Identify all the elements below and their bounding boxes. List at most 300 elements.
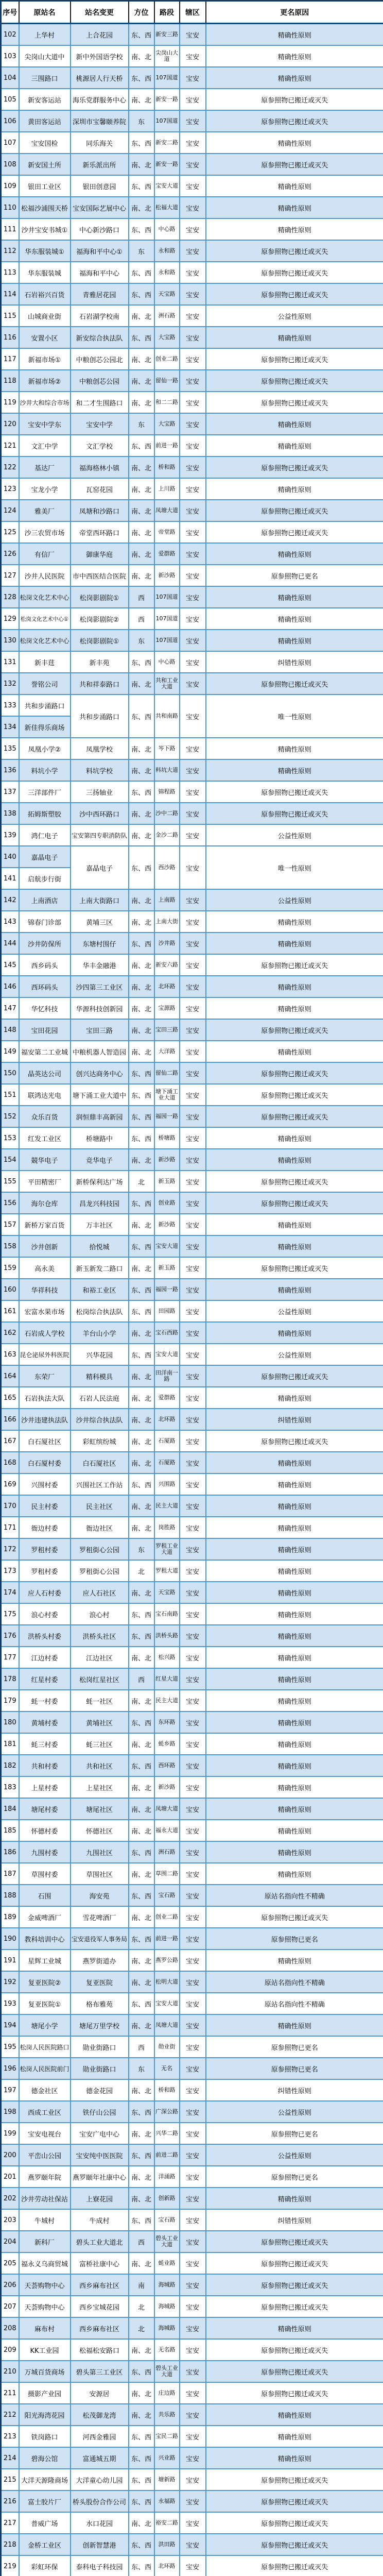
cell-road: 宝安大道: [154, 1344, 180, 1365]
cell-new: 凤塘和沙路口: [71, 500, 129, 521]
cell-new: 海安苑: [71, 1885, 129, 1906]
table-row: [1, 1322, 383, 1344]
cell-old: 松岗文化艺术中心①: [19, 608, 71, 630]
cell-road: 草围二路: [154, 1863, 180, 1885]
cell-district: 宝安: [180, 1603, 206, 1625]
cell-new: 凤凰学校: [71, 738, 129, 759]
table-row: [1, 1084, 383, 1106]
cell-old: 新科厂: [19, 2231, 71, 2252]
cell-district: 宝安: [180, 1387, 206, 1409]
cell-seq: 152: [1, 1106, 19, 1127]
cell-reason: 公益性原则: [206, 2101, 383, 2123]
cell-new: 白石厦社区: [71, 1452, 129, 1473]
table-row: [1, 2166, 383, 2188]
cell-dir: 南、北: [129, 2512, 154, 2534]
cell-reason: 原参照物已搬迁或灭失: [206, 262, 383, 283]
cell-seq: 147: [1, 997, 19, 1019]
cell-old: 共和步涌路口: [19, 694, 71, 716]
table-row: [1, 630, 383, 651]
table-row: [1, 1711, 383, 1733]
cell-district: 宝安: [180, 45, 206, 67]
cell-seq: 191: [1, 1950, 19, 1971]
cell-seq: 193: [1, 1993, 19, 2014]
cell-reason: 精确性原则: [206, 24, 383, 46]
cell-road: 沙井路: [154, 933, 180, 954]
cell-dir: 东、西: [129, 1106, 154, 1127]
cell-reason: 精确性原则: [206, 759, 383, 781]
table-row: [1, 543, 383, 565]
table-row: [1, 738, 383, 759]
cell-district: 宝安: [180, 2058, 206, 2079]
cell-district: 宝安: [180, 2274, 206, 2296]
cell-road: 兴华二路: [154, 2123, 180, 2144]
cell-seq: 121: [1, 435, 19, 456]
cell-district: 宝安: [180, 1885, 206, 1906]
cell-new: 新中外国语学校: [71, 45, 129, 67]
cell-district: 宝安: [180, 175, 206, 197]
cell-dir: 南、北: [129, 1430, 154, 1452]
cell-seq: 124: [1, 500, 19, 521]
header-new-name: 站名变更: [71, 1, 129, 24]
header-direction: 方位: [129, 1, 154, 24]
cell-seq: 117: [1, 348, 19, 370]
cell-dir: 南、北: [129, 1041, 154, 1062]
cell-district: 宝安: [180, 1755, 206, 1776]
cell-old: 复亚医院①: [19, 1993, 71, 2014]
header-row: [1, 1, 383, 24]
cell-new: 中心新沙路口: [71, 218, 129, 240]
table-row: [1, 976, 383, 997]
cell-district: 宝安: [180, 1062, 206, 1084]
cell-new: 上合花园: [71, 24, 129, 46]
cell-road: 石厦路: [154, 1430, 180, 1452]
cell-seq: 197: [1, 2079, 19, 2101]
cell-new: 共和步涌路口: [71, 694, 129, 738]
cell-old: 摄影产业园: [19, 2382, 71, 2404]
cell-reason: 精确性原则: [206, 586, 383, 608]
cell-seq: 165: [1, 1387, 19, 1409]
cell-road: 新玉路: [154, 1257, 180, 1279]
cell-old: 铁岗路口: [19, 2426, 71, 2447]
cell-district: 宝安: [180, 1928, 206, 1950]
cell-district: 宝安: [180, 1322, 206, 1344]
cell-district: 宝安: [180, 1647, 206, 1668]
cell-old: 银田工业区: [19, 175, 71, 197]
cell-road: 海城路: [154, 2317, 180, 2339]
cell-reason: 原参照物已更名: [206, 2166, 383, 2188]
cell-old: 宝安电视台: [19, 2123, 71, 2144]
cell-dir: 西: [129, 2231, 154, 2252]
cell-road: 永福路: [154, 2490, 180, 2512]
cell-new: 牛成村: [71, 2209, 129, 2231]
cell-district: 宝安: [180, 976, 206, 997]
table-row: [1, 694, 383, 716]
cell-district: 宝安: [180, 1452, 206, 1473]
cell-dir: 东、西: [129, 132, 154, 154]
cell-new: 共和祥泰路口: [71, 673, 129, 694]
cell-new: 沙中西环路口: [71, 803, 129, 824]
cell-reason: 原站名指向性不精确: [206, 1993, 383, 2014]
cell-dir: 东、西: [129, 2209, 154, 2231]
table-row: [1, 1560, 383, 1582]
cell-road: 碧头工业大道: [154, 2361, 180, 2382]
cell-seq: 174: [1, 1582, 19, 1603]
cell-new: 宝安国际艺展中心: [71, 197, 129, 218]
cell-reason: 公益性原则: [206, 305, 383, 327]
cell-new: 福海和平中心①: [71, 240, 129, 262]
cell-seq: 116: [1, 327, 19, 348]
cell-old: 天荟购物中心: [19, 2274, 71, 2296]
cell-road: 罗租工业大道: [154, 1538, 180, 1560]
cell-dir: 南、北: [129, 2014, 154, 2036]
table-row: [1, 1019, 383, 1041]
cell-new: 安源居: [71, 2382, 129, 2404]
cell-dir: 南、北: [129, 565, 154, 586]
cell-dir: 南、北: [129, 1495, 154, 1517]
table-row: [1, 2014, 383, 2036]
table-row: [1, 781, 383, 803]
table-row: [1, 2036, 383, 2058]
cell-dir: 东、西: [129, 1473, 154, 1495]
cell-reason: 精确性原则: [206, 630, 383, 651]
table-row: [1, 2274, 383, 2296]
cell-old: 华祥科技: [19, 1279, 71, 1300]
cell-new: 上寮花园: [71, 2188, 129, 2209]
cell-reason: 原参照物已搬迁或灭失: [206, 1257, 383, 1279]
cell-new: 兴华花园: [71, 1344, 129, 1365]
cell-old: 海尔仓库: [19, 1192, 71, 1214]
cell-new: 松福松安路口: [71, 2339, 129, 2361]
cell-road: 大宝路: [154, 413, 180, 435]
cell-reason: 原参照物已搬迁或灭失: [206, 2555, 383, 2576]
cell-reason: 原参照物已搬迁或灭失: [206, 1106, 383, 1127]
cell-road: 新安二路: [154, 132, 180, 154]
table-row: [1, 110, 383, 132]
cell-road: 中心路: [154, 218, 180, 240]
table-header: [1, 1, 383, 24]
cell-seq: 194: [1, 2014, 19, 2036]
table-row: [1, 1603, 383, 1625]
cell-new: 新玉新发二路口: [71, 1257, 129, 1279]
cell-district: 宝安: [180, 24, 206, 46]
cell-seq: 112: [1, 240, 19, 262]
cell-road: 红星大道: [154, 1668, 180, 1690]
table-row: [1, 392, 383, 413]
cell-road: 前进二路: [154, 2144, 180, 2166]
cell-new: 中粮创芯公园北: [71, 348, 129, 370]
cell-seq: 178: [1, 1668, 19, 1690]
cell-road: 宝民二路: [154, 2426, 180, 2447]
cell-seq: 111: [1, 218, 19, 240]
cell-seq: 145: [1, 954, 19, 976]
cell-reason: 精确性原则: [206, 1473, 383, 1495]
cell-district: 宝安: [180, 1711, 206, 1733]
cell-new: 润恒鼎丰高新园: [71, 1106, 129, 1127]
cell-district: 宝安: [180, 2296, 206, 2317]
cell-dir: 东、西: [129, 933, 154, 954]
cell-old: 红发工业区: [19, 1127, 71, 1149]
table-row: [1, 1950, 383, 1971]
cell-district: 宝安: [180, 738, 206, 759]
cell-district: 宝安: [180, 2361, 206, 2382]
cell-district: 宝安: [180, 2123, 206, 2144]
cell-new: 塘下涌工业大道中: [71, 1084, 129, 1106]
cell-road: 新沙路: [154, 1149, 180, 1171]
cell-seq: 189: [1, 1906, 19, 1928]
cell-road: 田洋南一路: [154, 1365, 180, 1387]
cell-reason: 精确性原则: [206, 1755, 383, 1776]
cell-reason: 精确性原则: [206, 2317, 383, 2339]
cell-new: 中粮创芯公园: [71, 370, 129, 392]
cell-district: 宝安: [180, 2209, 206, 2231]
cell-reason: 精确性原则: [206, 1733, 383, 1755]
cell-seq: 212: [1, 2404, 19, 2426]
cell-district: 宝安: [180, 1906, 206, 1928]
cell-new: 碧头第三工业区: [71, 2361, 129, 2382]
cell-new: 河西金雅园: [71, 2426, 129, 2447]
cell-road: 宝安大道: [154, 1993, 180, 2014]
cell-road: 新安一路: [154, 154, 180, 175]
cell-seq: 129: [1, 608, 19, 630]
cell-road: 上川路: [154, 478, 180, 500]
cell-road: 宝石南路: [154, 1603, 180, 1625]
cell-dir: 东、西: [129, 2555, 154, 2576]
cell-new: 创新智慧港: [71, 2534, 129, 2555]
cell-road: 桥和路: [154, 2079, 180, 2101]
cell-new: 创兴达商务中心: [71, 1062, 129, 1084]
cell-dir: 东、西: [129, 283, 154, 305]
table-row: [1, 1344, 383, 1365]
cell-district: 宝安: [180, 824, 206, 846]
cell-district: 宝安: [180, 1344, 206, 1365]
cell-district: 宝安: [180, 586, 206, 608]
cell-new: 共和社区: [71, 1755, 129, 1776]
cell-reason: 精确性原则: [206, 1517, 383, 1538]
cell-road: 天宝路: [154, 283, 180, 305]
cell-new: 沙四第三工业区: [71, 976, 129, 997]
cell-dir: 南、北: [129, 1517, 154, 1538]
cell-district: 宝安: [180, 218, 206, 240]
cell-road: 裕安二路: [154, 2512, 180, 2534]
table-row: [1, 2188, 383, 2209]
cell-old: 九围村委: [19, 1841, 71, 1863]
cell-new: 铁仔山公园: [71, 2101, 129, 2123]
cell-reason: 原参照物已更名: [206, 565, 383, 586]
cell-reason: 精确性原则: [206, 175, 383, 197]
cell-road: 民主大道: [154, 1690, 180, 1711]
cell-new: 德金花园: [71, 2079, 129, 2101]
cell-dir: 西: [129, 586, 154, 608]
cell-new: 精科模具: [71, 1365, 129, 1387]
cell-new: 松岗综合执法队: [71, 1300, 129, 1322]
cell-seq: 131: [1, 651, 19, 673]
table-body: [1, 24, 383, 2576]
cell-old: 三围路口: [19, 67, 71, 89]
cell-seq: 118: [1, 370, 19, 392]
table-row: [1, 2209, 383, 2231]
table-row: [1, 1192, 383, 1214]
cell-old: 上南酒店: [19, 889, 71, 911]
cell-reason: 精确性原则: [206, 1214, 383, 1235]
cell-dir: 东、西: [129, 2490, 154, 2512]
cell-seq: 146: [1, 976, 19, 997]
cell-dir: 东、西: [129, 262, 154, 283]
table-row: [1, 1257, 383, 1279]
cell-old: 牛城村: [19, 2209, 71, 2231]
cell-reason: 原参照物已搬迁或灭失: [206, 2252, 383, 2274]
cell-seq: 170: [1, 1495, 19, 1517]
cell-new: 燕罗颐年社康中心: [71, 2166, 129, 2188]
table-row: [1, 2252, 383, 2274]
cell-road: 岗胜路: [154, 1517, 180, 1538]
cell-district: 宝安: [180, 2101, 206, 2123]
cell-seq: 196: [1, 2058, 19, 2079]
cell-dir: 南、北: [129, 824, 154, 846]
cell-reason: 原参照物已搬迁或灭失: [206, 154, 383, 175]
cell-road: 福永大道: [154, 1820, 180, 1841]
cell-dir: 东、西: [129, 651, 154, 673]
cell-reason: 精确性原则: [206, 1149, 383, 1171]
cell-new: 富通城五期: [71, 2447, 129, 2469]
cell-reason: 原参照物已搬迁或灭失: [206, 2534, 383, 2555]
cell-old: 锦春门诊部: [19, 911, 71, 933]
cell-seq: 205: [1, 2252, 19, 2274]
cell-dir: 南、北: [129, 1647, 154, 1668]
cell-new: 三扬轴业: [71, 781, 129, 803]
cell-reason: 原参照物已搬迁或灭失: [206, 1019, 383, 1041]
cell-old: 競华电子: [19, 1149, 71, 1171]
cell-district: 宝安: [180, 89, 206, 110]
table-row: [1, 89, 383, 110]
cell-old: 金桥工业区: [19, 2534, 71, 2555]
cell-old: 黄田客运站: [19, 110, 71, 132]
cell-seq: 198: [1, 2101, 19, 2123]
cell-road: 凤塘大道: [154, 2014, 180, 2036]
cell-old: 沙井劳动社保站: [19, 2188, 71, 2209]
cell-seq: 215: [1, 2469, 19, 2490]
cell-old: 联鸿达光电: [19, 1084, 71, 1106]
cell-dir: 南、北: [129, 89, 154, 110]
cell-new: 同乐海关: [71, 132, 129, 154]
table-row: [1, 1798, 383, 1820]
table-row: [1, 1668, 383, 1690]
cell-district: 宝安: [180, 1690, 206, 1711]
cell-district: 宝安: [180, 2339, 206, 2361]
cell-district: 宝安: [180, 2317, 206, 2339]
cell-old: 复亚医院②: [19, 1971, 71, 1993]
table-row: [1, 67, 383, 89]
cell-new: 宝安中学: [71, 413, 129, 435]
table-row: [1, 1452, 383, 1473]
cell-new: 勋业街路口: [71, 2058, 129, 2079]
cell-district: 宝安: [180, 2252, 206, 2274]
cell-dir: 东、西: [129, 1084, 154, 1106]
cell-road: 塘下涌工业大道: [154, 1084, 180, 1106]
cell-reason: 原参照物已更名: [206, 2123, 383, 2144]
cell-new: 罗租街心公园: [71, 1560, 129, 1582]
cell-reason: 原站名指向性不精确: [206, 1971, 383, 1993]
header-seq: 序号: [1, 1, 19, 24]
table-row: [1, 889, 383, 911]
cell-seq: 110: [1, 197, 19, 218]
cell-district: 宝安: [180, 327, 206, 348]
cell-road: 岑下路: [154, 738, 180, 759]
table-row: [1, 1625, 383, 1647]
cell-old: 沙三农贸市场: [19, 521, 71, 543]
cell-dir: 北: [129, 2296, 154, 2317]
cell-new: 西乡麻布社区: [71, 2274, 129, 2296]
cell-reason: 公益性原则: [206, 1300, 383, 1322]
cell-seq: 133: [1, 694, 19, 716]
cell-new: 蚝一社区: [71, 1690, 129, 1711]
cell-dir: 南、北: [129, 2123, 154, 2144]
cell-road: 东环路: [154, 1711, 180, 1733]
table-row: [1, 2296, 383, 2317]
cell-road: 凤塘大道: [154, 1798, 180, 1820]
cell-road: 洲石路: [154, 305, 180, 327]
cell-road: 金沙二路: [154, 824, 180, 846]
cell-old: 新佳得乐商场: [19, 716, 71, 738]
cell-road: 锦程路: [154, 781, 180, 803]
cell-old: 黄埔村委: [19, 1711, 71, 1733]
cell-seq: 132: [1, 673, 19, 694]
cell-district: 宝安: [180, 781, 206, 803]
cell-district: 宝安: [180, 2014, 206, 2036]
cell-district: 宝安: [180, 1841, 206, 1863]
cell-district: 宝安: [180, 1820, 206, 1841]
cell-reason: 原参照物已搬迁或灭失: [206, 456, 383, 478]
cell-seq: 188: [1, 1885, 19, 1906]
cell-new: 和二才生围路口: [71, 392, 129, 413]
cell-new: 桥塘路中: [71, 1127, 129, 1149]
cell-dir: 北: [129, 1171, 154, 1192]
table-row: [1, 2144, 383, 2166]
cell-seq: 203: [1, 2209, 19, 2231]
cell-reason: 原站名指向性不精确: [206, 1885, 383, 1906]
cell-old: 新福市场①: [19, 348, 71, 370]
cell-seq: 195: [1, 2036, 19, 2058]
cell-road: 福园一路: [154, 1279, 180, 1300]
cell-new: 罗租街心公园: [71, 1538, 129, 1560]
cell-old: 宝安中学东: [19, 413, 71, 435]
cell-road: 永和路: [154, 262, 180, 283]
table-row: [1, 413, 383, 435]
cell-new: 彩虹缤纷城: [71, 1430, 129, 1452]
cell-reason: 原参照物已搬迁或灭失: [206, 1192, 383, 1214]
cell-reason: 纠错性原则: [206, 2209, 383, 2231]
cell-district: 宝安: [180, 521, 206, 543]
cell-road: 前进一路: [154, 435, 180, 456]
cell-dir: 南、北: [129, 521, 154, 543]
cell-district: 宝安: [180, 1214, 206, 1235]
cell-reason: 精确性原则: [206, 2188, 383, 2209]
cell-reason: 公益性原则: [206, 2144, 383, 2166]
cell-dir: 东、西: [129, 1235, 154, 1257]
cell-district: 宝安: [180, 543, 206, 565]
cell-district: 宝安: [180, 305, 206, 327]
cell-old: 宝龙小学: [19, 478, 71, 500]
table-row: [1, 1538, 383, 1560]
cell-seq: 140: [1, 846, 19, 868]
cell-dir: 西: [129, 1668, 154, 1690]
cell-road: 创业路: [154, 1192, 180, 1214]
cell-district: 宝安: [180, 240, 206, 262]
cell-reason: 原参照物已搬迁或灭失: [206, 240, 383, 262]
cell-reason: 精确性原则: [206, 1625, 383, 1647]
cell-district: 宝安: [180, 2166, 206, 2188]
cell-reason: 精确性原则: [206, 738, 383, 759]
cell-new: 勋业街路口: [71, 2036, 129, 2058]
